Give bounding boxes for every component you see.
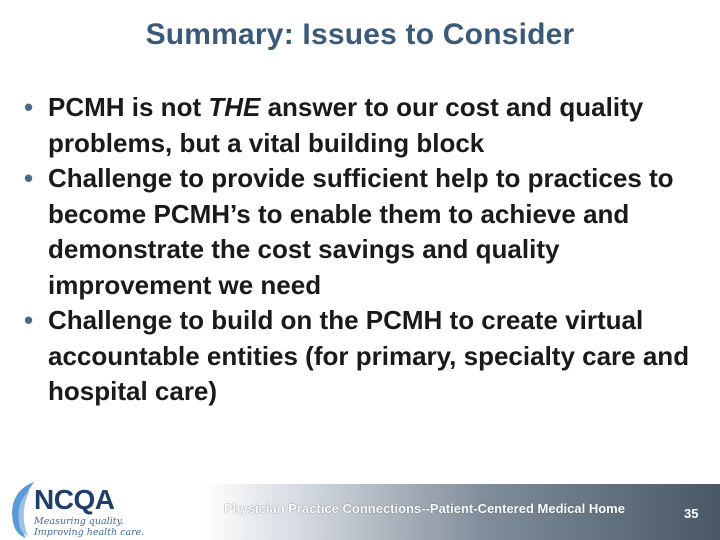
logo-tagline-line: Improving health care.	[34, 527, 145, 538]
ncqa-logo	[4, 476, 154, 540]
slide-title: Summary: Issues to Consider	[145, 18, 575, 51]
logo-tagline	[34, 516, 144, 538]
bullet-item	[22, 161, 702, 303]
bullet-text: Challenge to provide sufficient help to practices to become PCMH’s to enable them to achieve and demonstrate the cost savings and quality improvement we need	[48, 163, 674, 300]
bullet-text: Challenge to build on the PCMH to create virtual accountable entities (for primary, specialty care and hospital care)	[48, 305, 690, 406]
bullet-item	[22, 90, 702, 161]
bullet-item	[22, 303, 702, 410]
bullet-text: PCMH is not	[48, 92, 209, 122]
logo-wordmark: NCQA	[34, 484, 115, 515]
page-number: 35	[684, 506, 699, 521]
footer-caption: Physician Practice Connections--Patient-Centered Medical Home	[224, 501, 625, 516]
bullet-list	[22, 90, 702, 410]
bullet-glyph: •	[24, 92, 34, 122]
bullet-emphasis: THE	[208, 92, 261, 122]
bullet-text: answer to our cost and quality problems, but a vital building block	[48, 92, 644, 158]
logo-tagline-line: Measuring quality.	[34, 516, 124, 527]
footer	[0, 470, 720, 540]
bullet-glyph: •	[24, 305, 34, 335]
bullet-glyph: •	[24, 163, 34, 193]
